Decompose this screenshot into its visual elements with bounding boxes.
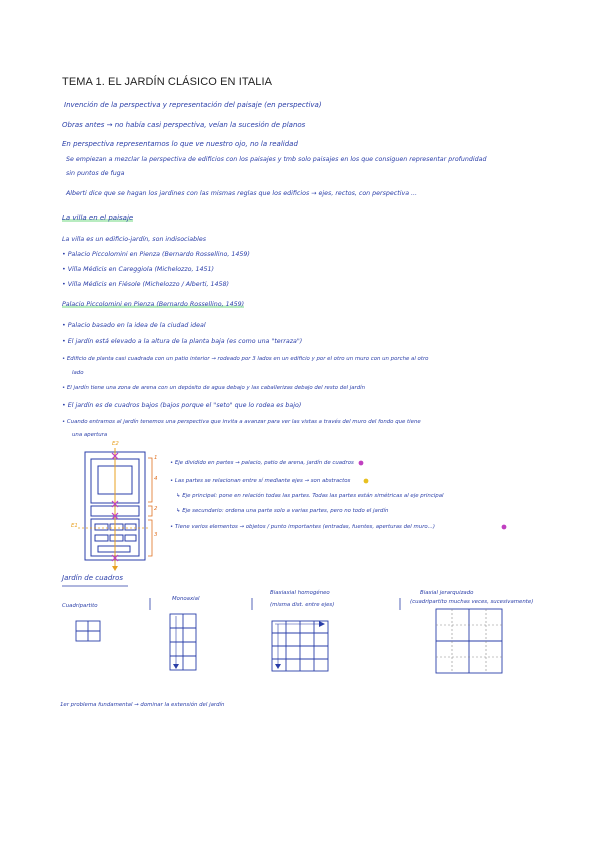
diagram-note-1: • Eje dividido en partes → palacio, patio de arena, jardín de cuadros	[170, 460, 354, 466]
cuadros-type-4-sub: (cuadripartito muchas veces, sucesivamente)	[410, 599, 534, 605]
villa-item-1: • Palacio Piccolomini en Pienza (Bernardo Rossellino, 1459)	[62, 251, 250, 258]
section-number-4: 4	[154, 476, 158, 482]
section-number-2: 2	[154, 506, 158, 512]
cuadros-type-3-label: Biaxiaxial homogéneo	[270, 590, 330, 596]
palacio-item-3: • Edificio de planta casi cuadrada con un patio interior → rodeado por 3 lados en un edificio y por el otro un muro con un porche al otro	[62, 356, 428, 362]
villa-item-2: • Villa Médicis en Careggiola (Michelozzo, 1451)	[62, 266, 214, 273]
palacio-item-6-cont: una apertura	[72, 432, 108, 438]
palacio-item-4: • El jardín tiene una zona de arena con un depósito de agua debajo y las caballerizas debajo del resto del jardín	[62, 385, 365, 391]
palacio-item-1: • Palacio basado en la idea de la ciudad ideal	[62, 322, 206, 329]
palacio-item-6: • Cuando entramos al jardín tenemos una perspectiva que invita a avanzar para ver las vistas a través del muro del fondo que tiene	[62, 419, 421, 425]
cuadros-type-2-label: Monoaxial	[172, 596, 200, 602]
intro-line-6: Alberti dice que se hagan los jardines con las mismas reglas que los edificios → ejes, rectos, con perspectiva ...	[66, 190, 418, 197]
diagram-monoaxial	[170, 614, 196, 670]
intro-line-3: En perspectiva representamos lo que ve nuestro ojo, no la realidad	[62, 140, 298, 148]
diagram-note-5: • Tiene varios elementos → objetos / punto importantes (entradas, fuentes, aperturas del muro...)	[170, 524, 435, 530]
footer-note: 1er problema fundamental → dominar la extensión del jardín	[60, 702, 225, 708]
diagram-label-e2: E2	[112, 441, 119, 447]
villa-item-3: • Villa Médicis en Fiésole (Michelozzo / Alberti, 1458)	[62, 281, 229, 288]
diagram-note-3: ↳ Eje principal: pone en relación todas las partes. Todas las partes están simétricas al eje principal	[176, 493, 444, 499]
villa-heading: La villa en el paisaje	[62, 214, 134, 222]
intro-line-5: sin puntos de fuga	[66, 170, 125, 177]
diagram-biaxial-jerarquizado	[436, 609, 502, 673]
cuadros-type-1-label: Cuadripartito	[62, 603, 98, 609]
cuadros-type-3-sub: (misma dist. entre ejes)	[270, 602, 335, 608]
diagram-note-2: • Las partes se relacionan entre sí mediante ejes → son abstractos	[170, 478, 351, 484]
diagram-biaxial-homogeneo	[272, 621, 328, 671]
villa-intro: La villa es un edificio-jardín, son indisociables	[62, 236, 207, 243]
palacio-item-3-cont: lado	[72, 370, 84, 376]
intro-line-1: Invención de la perspectiva y representación del paisaje (en perspectiva)	[64, 101, 322, 109]
diagram-cuadripartito	[76, 621, 100, 641]
diagram-label-e1: E1	[71, 523, 78, 529]
cuadros-type-4-label: Biaxial jerarquizado	[420, 590, 474, 596]
intro-line-4: Se empiezan a mezclar la perspectiva de edificios con los paisajes y tmb solo paisajes en los que consiguen representar profundidad	[66, 156, 487, 163]
palacio-item-5: • El jardín es de cuadros bajos (bajos porque el "seto" que lo rodea es bajo)	[62, 402, 301, 409]
cuadros-heading: Jardín de cuadros	[62, 574, 124, 582]
section-number-1: 1	[154, 455, 158, 461]
palacio-heading: Palacio Piccolomini en Pienza (Bernardo Rossellino, 1459)	[62, 301, 245, 308]
diagram-note-4: ↳ Eje secundario: ordena una parte solo a varias partes, pero no todo el jardín	[176, 508, 389, 514]
page-title: TEMA 1. EL JARDÍN CLÁSICO EN ITALIA	[62, 76, 273, 88]
palacio-item-2: • El jardín está elevado a la altura de la planta baja (es como una "terraza")	[62, 338, 302, 345]
section-number-3: 3	[154, 532, 158, 538]
intro-line-2: Obras antes → no había casi perspectiva, veían la sucesión de planos	[62, 121, 306, 129]
